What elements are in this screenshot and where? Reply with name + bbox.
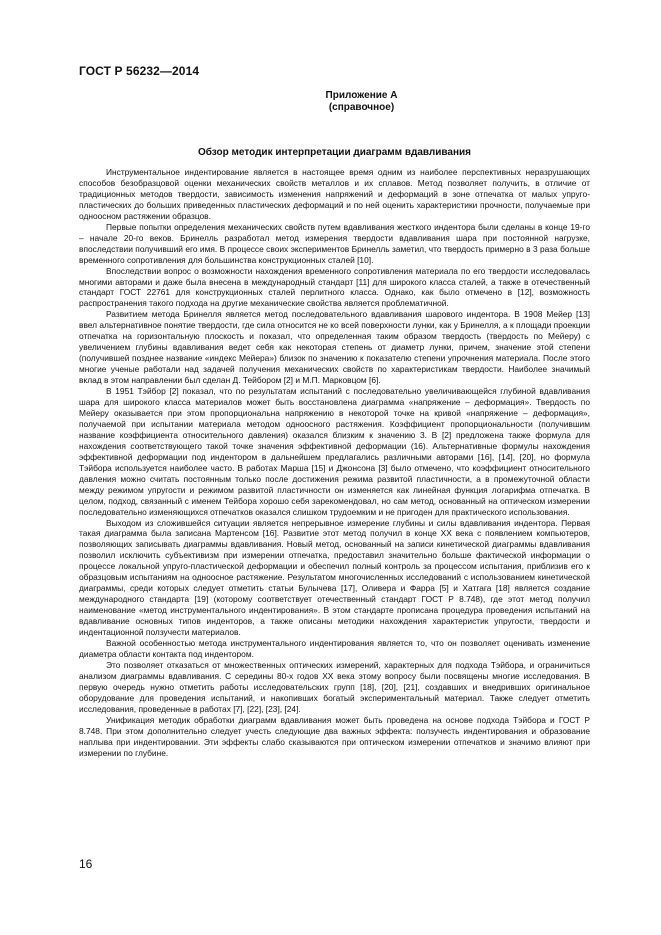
appendix-note: (справочное) [328, 102, 395, 113]
paragraph: Это позволяет отказаться от множественных оптических измерений, характерных для подхода Тэйбора, и ограничиться анализом диаграммы вдавливания. С середины 80-х годов XX века этому вопросу были посвящены многие исследования. В первую очередь нужно отметить работы исследовательских групп [18], [20], [21], создавших и внедривших оригинальное оборудование для проведения испытаний, и накопивших богатый экспериментальный материал. Также следует отметить исследования, проведенные в работах [7], [22], [23], [24]. [79, 659, 590, 714]
paragraph: Впоследствии вопрос о возможности нахождения временного сопротивления материала по его твердости исследовалась многими авторами и даже была внесена в международный стандарт [11] для широкого класса сталей, а также в отечественный стандарт ГОСТ 22761 для конструкционных сталей перлитного класса. Однако, как было отмечено в [12], возможность распространения такого подхода на другие механические свойства является проблематичной. [79, 265, 590, 309]
paragraph: Инструментальное индентирование является в настоящее время одним из наиболее перспективных неразрушающих способов безобразцовой оценки механических свойств металлов и их сплавов. Метод позволяет получить, в отличие от традиционных методов твердости, зависимость изменения напряжений и деформаций в зоне отпечатка от малых упруго-пластических до больших приведенных пластических деформаций и по ней оценить характеристики прочности, получаемые при одноосном растяжении образцов. [79, 167, 590, 221]
appendix-label: Приложение А [325, 90, 398, 101]
appendix-heading [0, 90, 661, 114]
document-code: ГОСТ Р 56232—2014 [79, 64, 200, 78]
body-text [79, 167, 590, 758]
paragraph: Унификация методик обработки диаграмм вдавливания может быть проведена на основе подхода Тэйбора и ГОСТ Р 8.748. При этом дополнительно следует учесть следующие два важных эффекта: ползучесть индентирования и образование наплыва при индентировании. Эти эффекты слабо сказываются при оптическом измерении отпечатков и значимо влияют при измерении по глубине. [79, 714, 590, 758]
paragraph: Выходом из сложившейся ситуации является непрерывное измерение глубины и силы вдавливания индентора. Первая такая диаграмма была записана Мартенсом [16]. Развитие этот метод получил в конце XX века с появлением компьютеров, позволяющих записывать диаграммы вдавливания. Новый метод, основанный на записи кинетической диаграммы вдавливания позволил исключить субъективизм при измерении отпечатка, предоставил значительно больше фактической информации о процессе локальной упруго-пластической деформации и обеспечил полный контроль за процессом испытания, приблизив его к образцовым испытаниям на одноосное растяжение. Результатом многочисленных исследований с использованием кинетической диаграммы, среди которых следует отметить статьи Булычева [17], Оливера и Фарра [5] и Хатгага [18] является создание международного стандарта [19] (которому соответствует отечественный стандарт ГОСТ Р 8.748), где этот метод получил наименование «метод инструментального индентирования». В этом стандарте прописана процедура проведения испытаний на вдавливание основных типов инденторов, а также описаны методики нахождения характеристик упругости, твердости и индентационной ползучести материалов. [79, 517, 590, 638]
paragraph: Развитием метода Бринелля является метод последовательного вдавливания шарового индентора. В 1908 Мейер [13] ввел альтернативное понятие твердости, где сила относится не ко всей поверхности лунки, как у Бринелля, а к площади проекции отпечатка на горизонтальную плоскость и показал, что определенная таким образом твердость (твердость по Мейеру) с увеличением глубины вдавливания ведет себя как некоторая степень от диаметр лунки, причем, значение этой степени (получившей позднее название «индекс Мейера») близок по значению к показателю степени упрочнения материала. После этого многие ученые работали над задачей получения механических свойств по характеристикам твердости. Наиболее значимый вклад в этом направлении был сделан Д. Тейбором [2] и М.П. Марковцом [6]. [79, 309, 590, 386]
paragraph: Первые попытки определения механических свойств путем вдавливания жесткого индентора были сделаны в конце 19-го – начале 20-го веков. Бринелль разработал метод измерения твердости вдавливания шара при постоянной нагрузке, впоследствии получивший его имя. В процессе своих экспериментов Бринелль заметил, что твердость примерно в 3 раза больше временного сопротивления для большинства конструкционных сталей [10]. [79, 221, 590, 265]
paragraph: В 1951 Тэйбор [2] показал, что по результатам испытаний с последовательно увеличивающейся глубиной вдавливания шара для широкого класса материалов может быть восстановлена диаграмма «напряжение – деформация». Твердость по Мейеру оказывается при этом пропорциональна напряжению в некоторой точке на кривой «напряжение – деформация», получаемой при испытании материала методом одноосного растяжения. Коэффициент пропорциональности (получившим название коэффициента относительного давления) оказался близким к значению 3. В [2] предложена также формула для нахождения соответствующего такой точке значения эффективной деформации (16). Альтернативные формулы нахождения эффективной деформации под индентором в дальнейшем предлагались различными авторами [16], [14], [20], но формула Тэйбора используется наиболее часто. В работах Марша [15] и Джонсона [3] было отмечено, что коэффициент относительного давления можно считать постоянным только после достижения режима развитой пластичности, а в промежуточной области между режимом упругости и режимом развитой пластичности он изменяется как линейная функция логарифма отпечатка. В целом, подход, связанный с именем Тейбора хорошо себя зарекомендовал, но сам метод, основанный на оптическом измерении последовательно изменяющихся отпечатков оказался слишком трудоемким и не пригоден для практического использования. [79, 386, 590, 517]
paragraph: Важной особенностью метода инструментального индентирования является то, что он позволяет оценивать изменение диаметра области контакта под индентором. [79, 637, 590, 659]
section-title: Обзор методик интерпретации диаграмм вдавливания [197, 147, 472, 158]
page-number: 16 [79, 857, 93, 871]
